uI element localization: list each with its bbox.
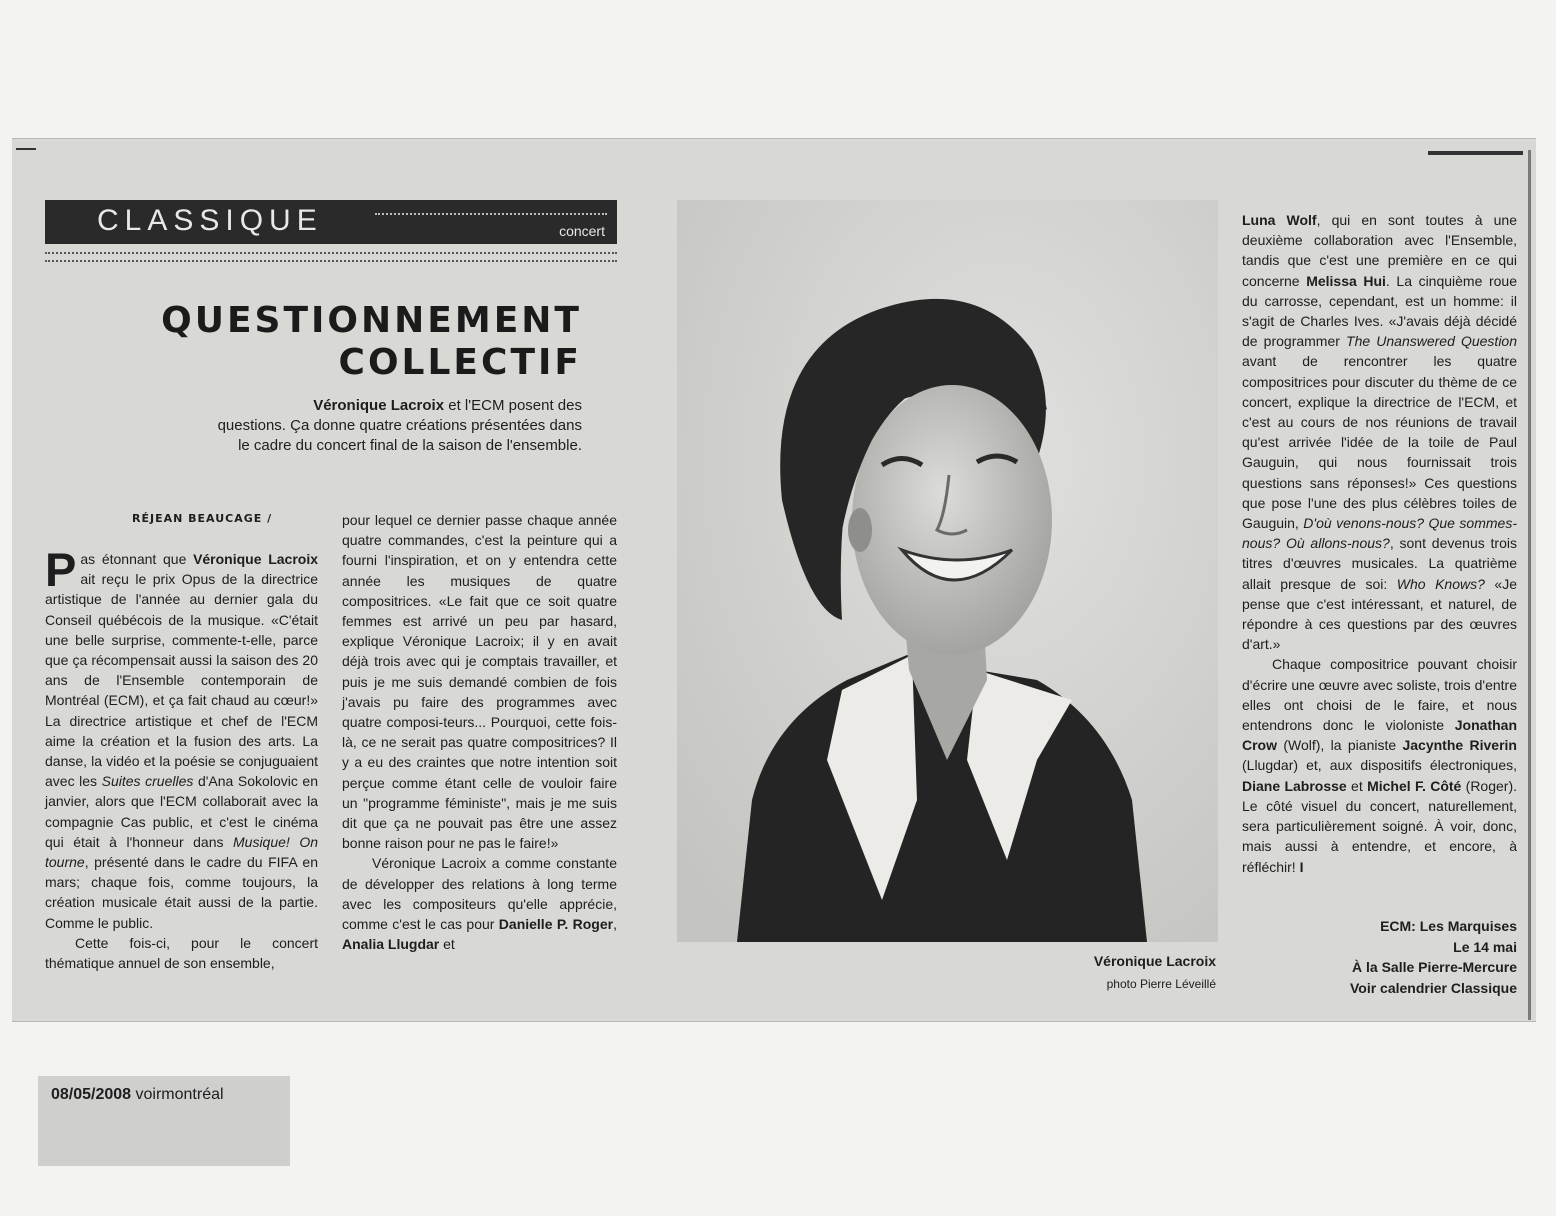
- deck-line-3: le cadre du concert final de la saison de l'ensemble.: [238, 437, 582, 454]
- headline-line-2: COLLECTIF: [338, 342, 582, 383]
- section-header-bar: [45, 200, 617, 244]
- top-rule-left: [16, 148, 36, 150]
- source-label: [38, 1076, 290, 1166]
- paragraph: Véronique Lacroix a comme constante de développer des relations à long terme avec les compositeurs qu'elle apprécie, comme c'est le cas pour Danielle P. Roger, Analia Llugdar et: [342, 855, 617, 953]
- event-listing: Voir calendrier Classique: [1349, 979, 1517, 996]
- deck-line-1: Véronique Lacroix et l'ECM posent des: [313, 397, 582, 414]
- top-rule-right: [1428, 151, 1523, 155]
- article-column-2: [342, 510, 617, 954]
- deck-line-2: questions. Ça donne quatre créations présentées dans: [217, 417, 582, 434]
- paragraph: pour lequel ce dernier passe chaque année quatre commandes, c'est la peinture qui a fourni l'inspiration, et on y entendra cette année les musiques de quatre compositrices. «Le fait que ce soit quatre femmes est arrivé un peu par hasard, explique Véronique Lacroix; il y en avait déjà trois avec qui je comptais travailler, et puis je me suis demandé combien de fois j'avais pu faire des programmes avec quatre composi-teurs... Pourquoi, cette fois-là, ce ne serait pas quatre compositrices? Il y a eu des craintes que notre intention soit perçue comme étant celle de vouloir faire un "programme féministe", mais je me suis dit que ça ne pouvait pas être une assez bonne raison pour ne pas le faire!»: [342, 512, 617, 852]
- page-edge-strip: [1528, 150, 1531, 1020]
- headline-line-1: QUESTIONNEMENT: [161, 300, 582, 341]
- photo-caption: Véronique Lacroix: [1093, 953, 1216, 969]
- paragraph: Luna Wolf, qui en sont toutes à une deuxième collaboration avec l'Ensemble, tandis que c'est une première en ce qui concerne Melissa Hui. La cinquième roue du carrosse, cependant, est un homme: il s'agit de Charles Ives. «J'avais déjà décidé de programmer The Unanswered Question avant de rencontrer les quatre compositrices pour discuter du thème de ce concert, explique la directrice de l'ECM, et c'est au cours de nos réunions de travail qu'est arrivée l'idée de la toile de Paul Gauguin, qui nous fournissait trois questions sans réponses!» Ces questions que pose l'une des plus célèbres toiles de Gauguin, D'où venons-nous? Que sommes-nous? Où allons-nous?, sont devenus trois titres d'œuvres musicales. La quatrième allait presque de soi: Who Knows? «Je pense que c'est intéressant, et naturel, de répondre à ces questions par des œuvres d'art.»: [1242, 212, 1517, 653]
- paragraph: Cette fois-ci, pour le concert thématique annuel de son ensemble,: [45, 934, 318, 972]
- publication-date: 08/05/2008: [51, 1086, 132, 1103]
- event-title: ECM: Les Marquises: [1380, 918, 1517, 934]
- article-column-3: [1242, 210, 1517, 877]
- deck-name: Véronique Lacroix: [313, 397, 445, 414]
- article-deck: [150, 396, 582, 456]
- source-text: [51, 1086, 224, 1104]
- section-dots: [375, 213, 607, 215]
- paragraph: Chaque compositrice pouvant choisir d'écrire une œuvre avec soliste, trois d'entre elles ont choisi de le faire, et nous entendrons donc le violoniste Jonathan Crow (Wolf), la pianiste Jacynthe Riverin (Llugdar) et, aux dispositifs électroniques, Diane Labrosse et Michel F. Côté (Roger). Le côté visuel du concert, naturellement, sera particulièrement soigné. À voir, donc, mais aussi à entendre, et encore, à réfléchir! I: [1242, 656, 1518, 875]
- article-column-1: [45, 543, 319, 973]
- section-subtitle: concert: [559, 223, 605, 239]
- drop-cap: P: [45, 543, 77, 596]
- section-title: CLASSIQUE: [97, 204, 323, 237]
- event-venue: À la Salle Pierre-Mercure: [1352, 959, 1517, 975]
- section-divider: [45, 252, 617, 262]
- article-headline: [150, 300, 582, 384]
- event-date: Le 14 mai: [1453, 938, 1517, 955]
- byline: RÉJEAN BEAUCAGE /: [132, 512, 273, 525]
- photo-credit: photo Pierre Léveillé: [1106, 977, 1216, 991]
- portrait-illustration: [677, 200, 1218, 942]
- publication-name: voirmontréal: [131, 1086, 224, 1103]
- event-info-box: [1242, 916, 1517, 998]
- portrait-photo: [677, 200, 1218, 942]
- paragraph: Pas étonnant que Véronique Lacroix ait reçu le prix Opus de la directrice artistique de l'année au dernier gala du Conseil québécois de la musique. «C'était une belle surprise, commente-t-elle, parce que ça récompensait aussi la saison des 20 ans de l'Ensemble contemporain de Montréal (ECM), et ça fait chaud au cœur!» La directrice artistique et chef de l'ECM aime la création et la fusion des arts. La danse, la vidéo et la poésie se conjuguaient avec les Suites cruelles d'Ana Sokolovic en janvier, alors que l'ECM collaborait avec la compagnie Cas public, et c'est le cinéma qui était à l'honneur dans Musique! On tourne, présenté dans le cadre du FIFA en mars; chaque fois, comme toujours, la création musicale était aussi de la partie. Comme le public.: [45, 543, 319, 931]
